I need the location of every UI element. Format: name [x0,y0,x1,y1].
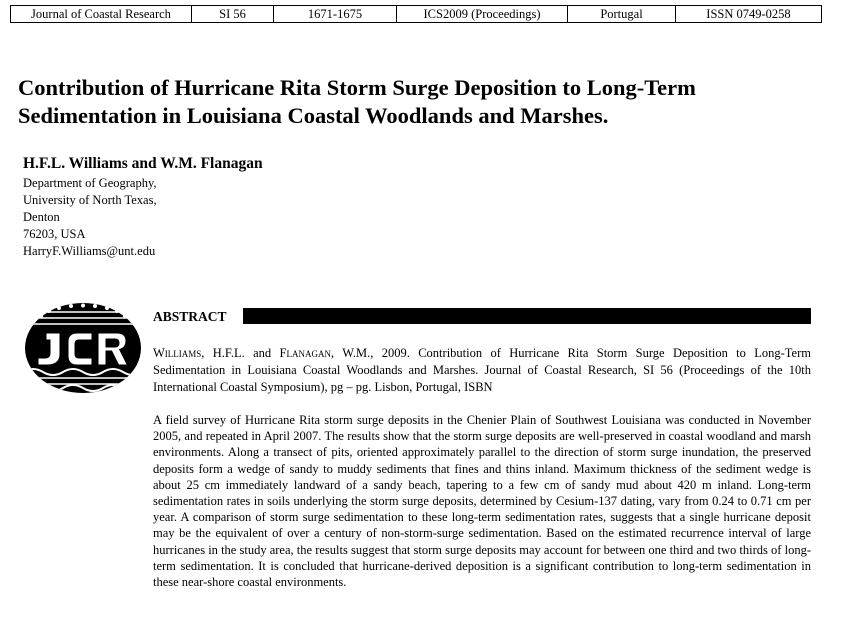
proceedings-name: ICS2009 (Proceedings) [397,6,568,22]
affiliation-university: University of North Texas, [23,193,157,207]
affiliation-city: Denton [23,210,60,224]
affiliation-block [23,175,157,260]
issn: ISSN 0749-0258 [706,7,791,21]
journal-name: Journal of Coastal Research [11,6,192,22]
affiliation-department: Department of Geography, [23,176,157,190]
country: Portugal [568,6,676,22]
affiliation-postcode: 76203, USA [23,227,86,241]
author-list: H.F.L. Williams and W.M. Flanagan [23,155,263,172]
citation-separator: , H.F.L. and [201,346,280,360]
paper-title: Contribution of Hurricane Rita Storm Surge Deposition to Long-Term Sedimentation in Louisiana Coastal Woodlands and Marshes. [18,75,696,128]
citation-details: , W.M., 2009. Contribution of Hurricane Rita Storm Surge Deposition to Long-Term Sedimentation in Louisiana Coastal Woodlands and Marshes. Journal of Coastal Research, SI 56 (Proceedings of the 10th International Coastal Symposium), pg – pg. Lisbon, Portugal, ISBN [153,346,811,394]
citation-author-1: Williams [153,346,202,360]
page-range: 1671-1675 [274,6,397,22]
citation-paragraph [153,345,811,396]
abstract-body: A field survey of Hurricane Rita storm surge deposits in the Chenier Plain of Southwest Louisiana was conducted in November 2005, and repeated in April 2007. The results show that the storm surge deposits are well-preserved in coastal woodland and marsh environments. Along a transect of pits, oriented approximately parallel to the direction of storm surge inundation, the preserved deposits form a wedge of sandy to muddy sediments that fines and thins inland. Maximum thickness of the sediment wedge is about 25 cm immediately landward of a sandy beach, tapering to a few cm of sandy mud about 420 m inland. Long-term sedimentation rates in soils underlying the storm surge deposits, determined by Cesium-137 dating, vary from 0.24 to 0.71 cm per year. A comparison of storm surge sedimentation to these long-term sedimentation rates, suggests that a single hurricane deposit may be the equivalent of over a century of non-storm-surge sedimentation. Based on the estimated recurrence interval of large hurricanes in the study area, the results suggest that storm surge deposits may account for between one third and two thirds of long-term sedimentation. It is concluded that hurricane-derived deposition is a significant contribution to long-term sedimentation in these near-shore coastal environments. [153,413,811,590]
issue-number: SI 56 [192,6,274,22]
journal-header-table [10,5,822,23]
redaction-bar [243,308,811,324]
abstract-heading: ABSTRACT [153,309,227,324]
author-email[interactable]: HarryF.Williams@unt.edu [23,244,156,258]
jcr-logo [23,302,143,394]
citation-author-2: Flanagan [279,346,331,360]
